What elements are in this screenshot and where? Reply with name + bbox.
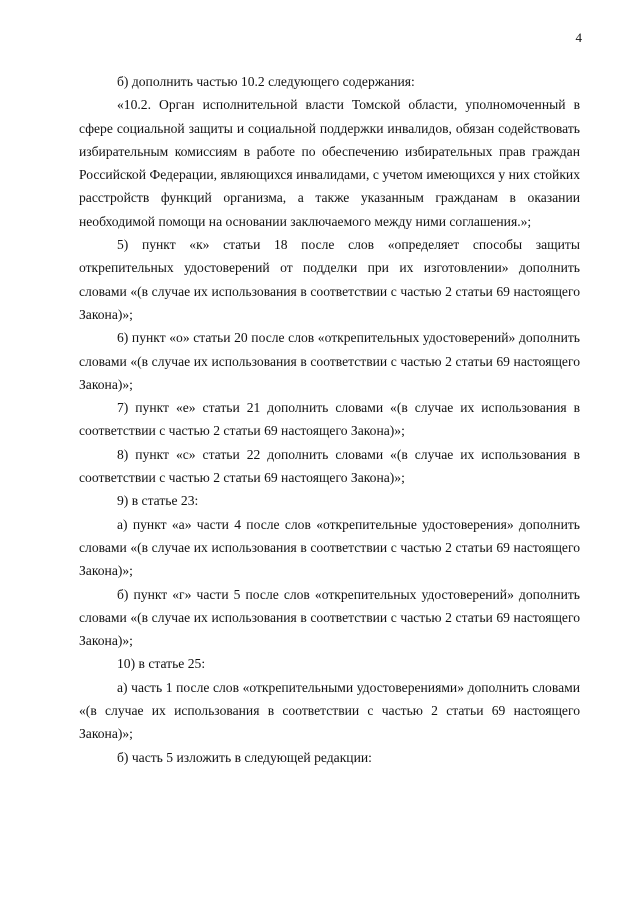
- page-number: 4: [575, 30, 582, 45]
- paragraph-item-9b: б) пункт «г» части 5 после слов «открепительных удостоверений» дополнить словами «(в случае их использования в соответствии с частью 2 статьи 69 настоящего Закона)»;: [79, 586, 580, 649]
- document-body: [79, 70, 580, 769]
- paragraph-amendment-b: б) дополнить частью 10.2 следующего содержания:: [117, 74, 415, 89]
- paragraph-item-7: 7) пункт «е» статьи 21 дополнить словами «(в случае их использования в соответствии с частью 2 статьи 69 настоящего Закона)»;: [79, 400, 580, 439]
- paragraph-item-10b: б) часть 5 изложить в следующей редакции:: [117, 749, 372, 765]
- paragraph-item-9: 9) в статье 23:: [117, 493, 199, 509]
- paragraph-item-5: 5) пункт «к» статьи 18 после слов «определяет способы защиты открепительных удостоверений от подделки при их изготовлении» дополнить словами «(в случае их использования в соответствии с частью 2 статьи 69 настоящего Закона)»;: [79, 237, 580, 322]
- paragraph-item-8: 8) пункт «с» статьи 22 дополнить словами «(в случае их использования в соответствии с частью 2 статьи 69 настоящего Закона)»;: [79, 446, 580, 486]
- paragraph-item-10: 10) в статье 25:: [117, 656, 206, 672]
- paragraph-item-6: 6) пункт «о» статьи 20 после слов «открепительных удостоверений» дополнить словами «(в случае их использования в соответствии с частью 2 статьи 69 настоящего Закона)»;: [79, 330, 580, 392]
- paragraph-item-9a: а) пункт «а» части 4 после слов «открепительные удостоверения» дополнить словами «(в случае их использования в соответствии с частью 2 статьи 69 настоящего Закона)»;: [79, 516, 580, 579]
- paragraph-item-10a: а) часть 1 после слов «открепительными удостоверениями» дополнить словами «(в случае их использования в соответствии с частью 2 статьи 69 настоящего Закона)»;: [79, 679, 580, 742]
- paragraph-part-10-2: «10.2. Орган исполнительной власти Томской области, уполномоченный в сфере социальной защиты и социальной поддержки инвалидов, обязан содействовать избирательным комиссиям в работе по обеспечению избирательных прав граждан Российской Федерации, являющихся инвалидами, с учетом имеющихся у них стойких расстройств функций организма, а также указанным гражданам в оказании необходимой помощи на основании заключаемого между ними соглашения.»;: [79, 97, 580, 229]
